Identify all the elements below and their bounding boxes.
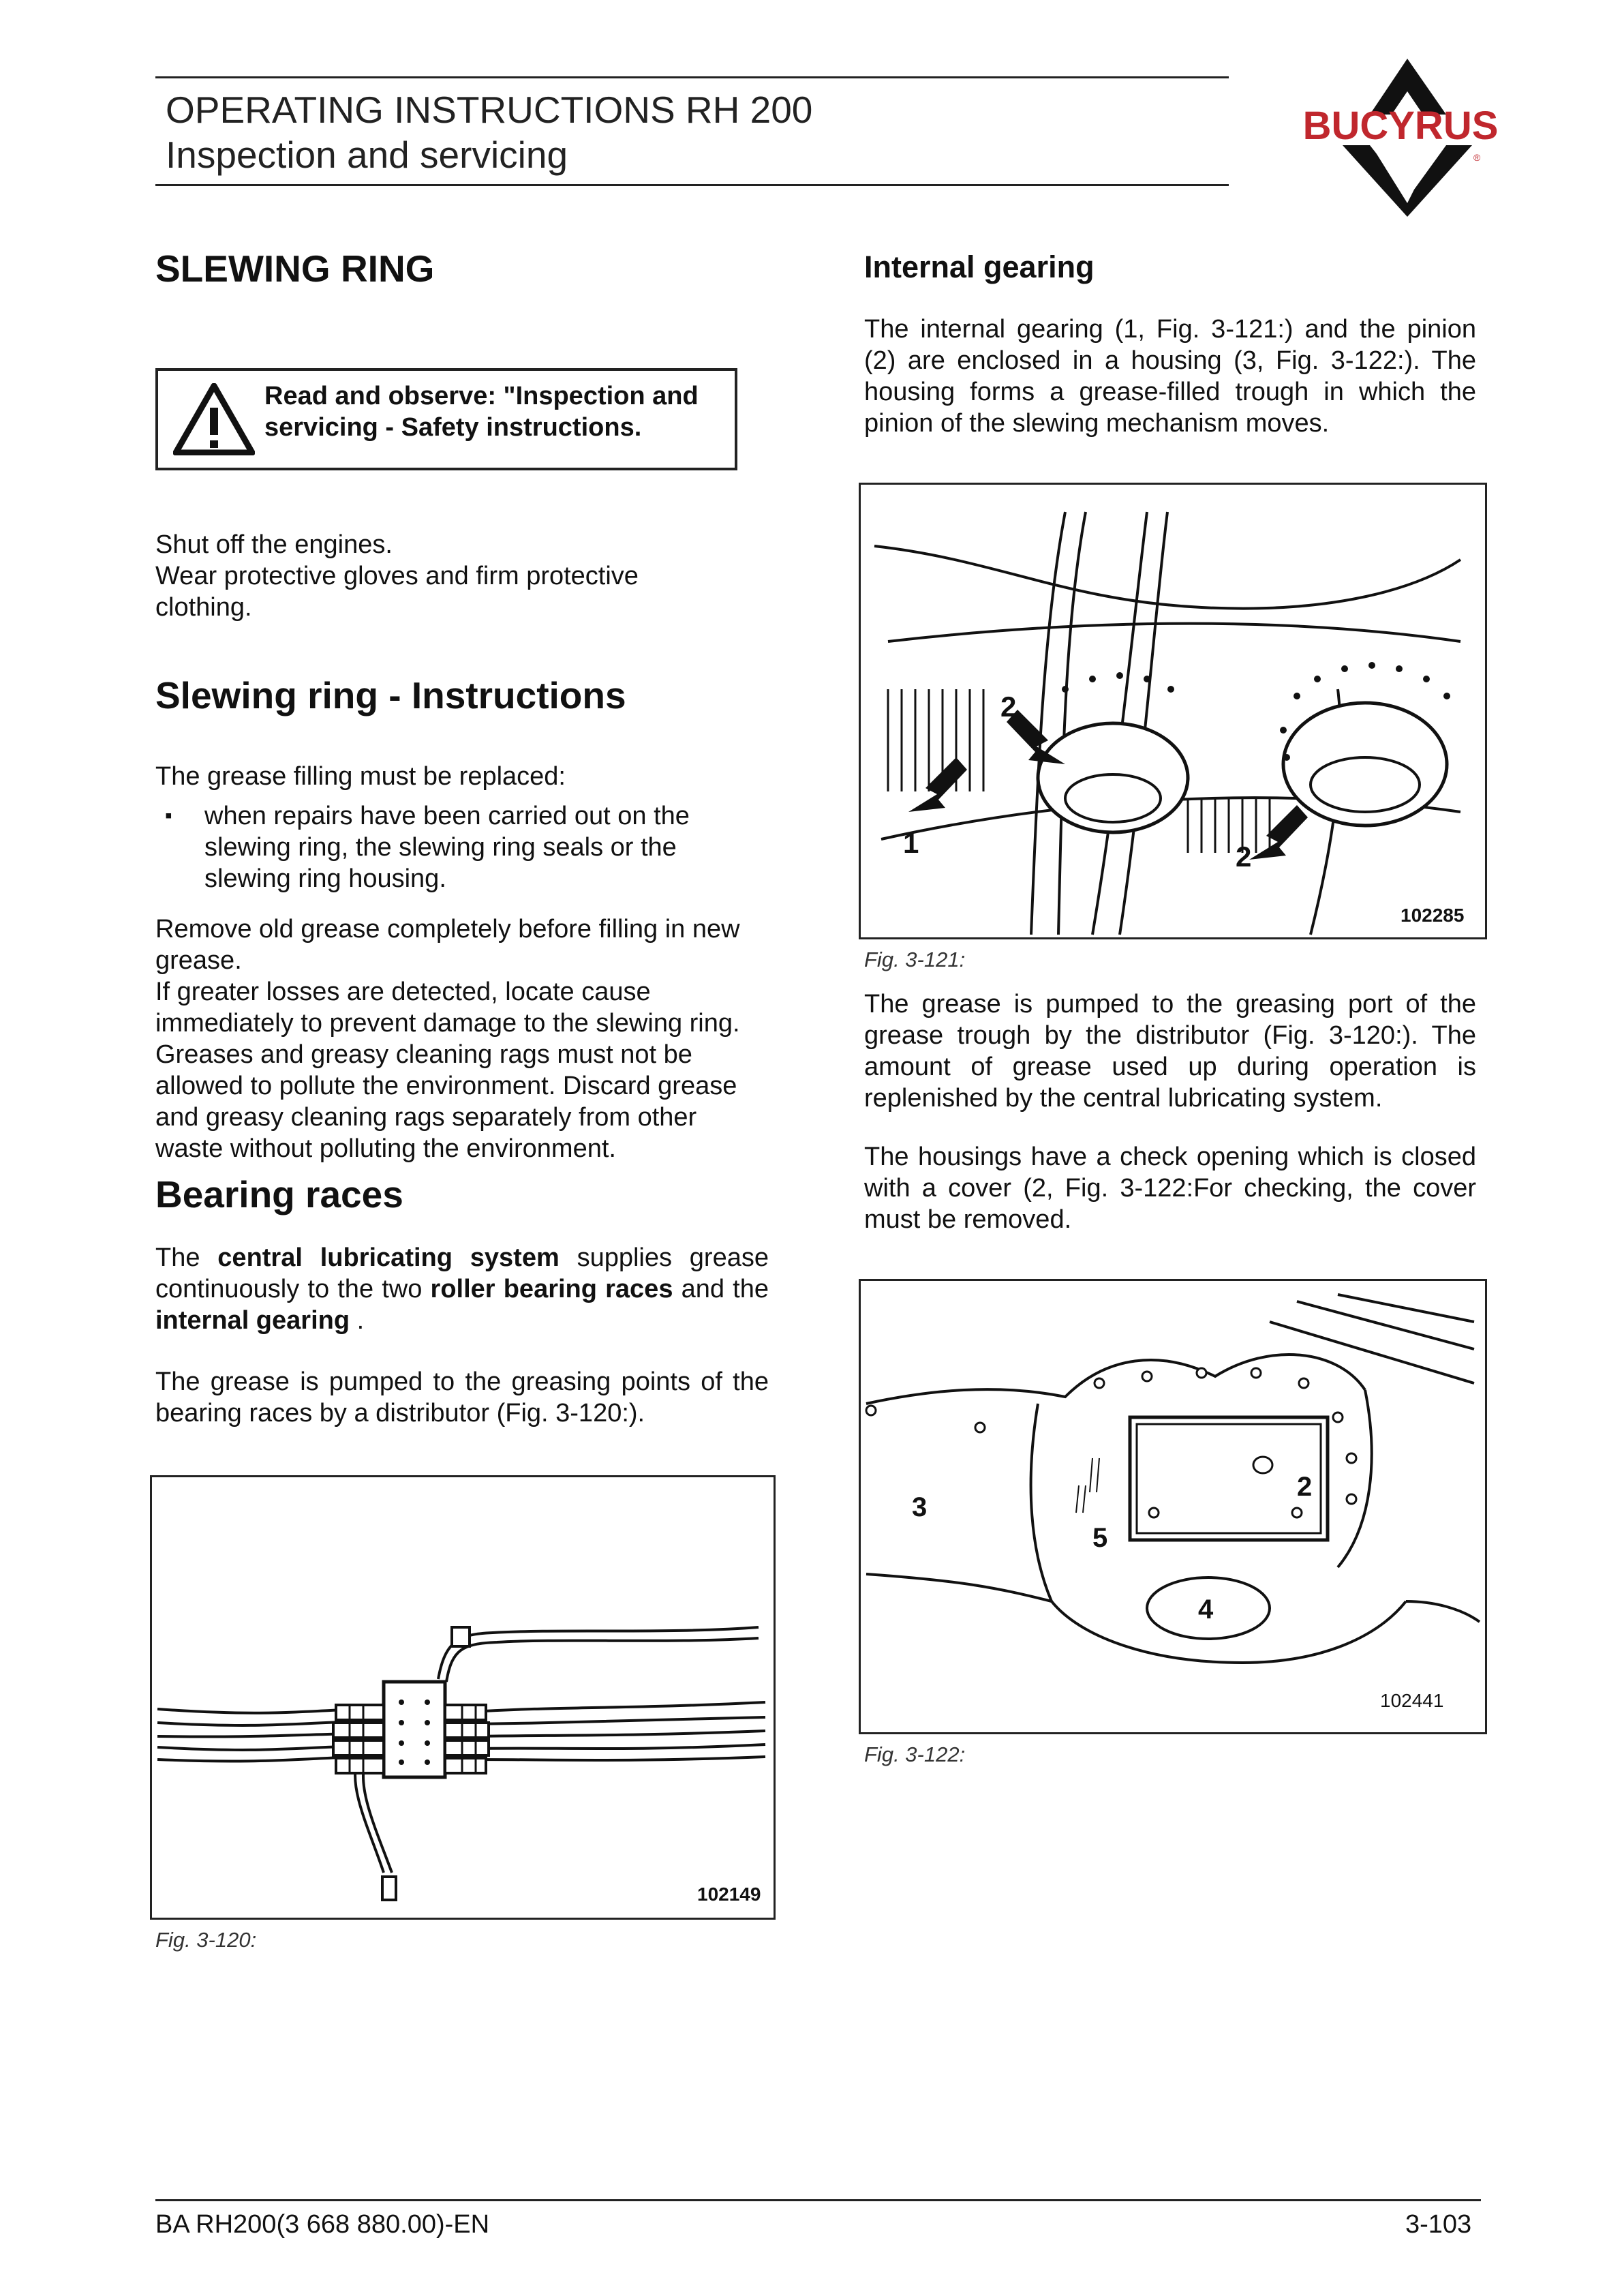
callout-label: 2 (1000, 691, 1017, 723)
figure-3-121 (859, 483, 1487, 939)
header-title: OPERATING INSTRUCTIONS RH 200 (166, 89, 813, 131)
callout-label: 2 (1236, 841, 1252, 873)
header-top-rule (155, 76, 1229, 78)
svg-text:®: ® (1473, 152, 1481, 163)
figure-caption: Fig. 3-122: (864, 1742, 966, 1766)
section-title: SLEWING RING (155, 247, 435, 290)
callout-label: 5 (1092, 1523, 1108, 1553)
grease-lead: The grease filling must be replaced: (155, 762, 566, 791)
term-roller-bearing: roller bearing races (430, 1275, 673, 1303)
warning-box (155, 368, 737, 470)
figure-3-120 (150, 1475, 776, 1920)
figure-code: 102285 (1401, 905, 1465, 926)
list-item: ▪ when repairs have been carried out on the slewing ring, the slewing ring seals or the slewing ring housing. (155, 800, 709, 894)
warning-text: Read and observe: "Inspection and servicing - Safety instructions. (264, 382, 699, 442)
term-central-lubricating: central lubricating system (217, 1243, 560, 1272)
bearing-paragraph-2: The grease is pumped to the greasing points of the bearing races by a distributor (Fig. 3-120:). (155, 1368, 769, 1428)
callout-label: 3 (912, 1492, 928, 1522)
warning-triangle-icon (173, 383, 255, 455)
figure-caption: Fig. 3-120: (155, 1928, 257, 1952)
header-bottom-rule (155, 184, 1229, 186)
intro-text (155, 529, 769, 623)
paragraph-remove: Remove old grease completely before filling in new grease. (155, 915, 740, 975)
bullet-list (155, 800, 755, 894)
figure-caption: Fig. 3-121: (864, 948, 966, 971)
footer-doc-number: BA RH200(3 668 880.00)-EN (155, 2210, 490, 2239)
intro-line-1: Shut off the engines. (155, 530, 393, 559)
bearing-paragraph-1: The central lubricating system supplies grease continuously to the two roller bearing races and the internal gearing . (155, 1243, 769, 1335)
callout-label: 1 (903, 827, 919, 859)
svg-text:BUCYRUS: BUCYRUS (1302, 104, 1499, 148)
intro-line-2: Wear protective gloves and firm protective clothing. (155, 562, 639, 622)
distributor-illustration (152, 1477, 774, 1918)
bucyrus-logo (1268, 53, 1533, 217)
page-number: 3-103 (1405, 2210, 1472, 2239)
callout-label: 4 (1198, 1595, 1214, 1625)
term-internal-gearing: internal gearing (155, 1306, 350, 1335)
figure-3-122 (859, 1279, 1487, 1734)
grease-pumped-paragraph: The grease is pumped to the greasing port of the grease trough by the distributor (Fig. 3-120:). The amount of grease used up during operation is replenished by the central lubricating system. (864, 990, 1476, 1113)
footer-rule (155, 2199, 1481, 2201)
check-opening-paragraph: The housings have a check opening which is closed with a cover (2, Fig. 3-122:For checking, the cover must be removed. (864, 1143, 1476, 1234)
figure-code: 102441 (1380, 1690, 1444, 1711)
paragraph-environment: Greases and greasy cleaning rags must not be allowed to pollute the environment. Discard grease and greasy cleaning rags separately from other waste without polluting the environment. (155, 1040, 737, 1163)
header-subtitle: Inspection and servicing (166, 134, 568, 176)
bucyrus-logo-icon (1268, 53, 1533, 217)
instructions-title: Slewing ring - Instructions (155, 674, 626, 716)
housing-illustration (861, 1281, 1485, 1732)
internal-gearing-title: Internal gearing (864, 250, 1095, 284)
bearing-title: Bearing races (155, 1173, 403, 1215)
internal-gearing-paragraph: The internal gearing (1, Fig. 3-121:) and the pinion (2) are enclosed in a housing (3, Fig. 3-122:). The housing forms a grease-filled trough in which the pinion of the slewing mechanism moves. (864, 315, 1476, 438)
figure-code: 102149 (697, 1884, 761, 1905)
callout-label: 2 (1297, 1472, 1313, 1502)
paragraph-losses: If greater losses are detected, locate cause immediately to prevent damage to the slewing ring. (155, 978, 740, 1038)
gearing-illustration (861, 485, 1485, 937)
